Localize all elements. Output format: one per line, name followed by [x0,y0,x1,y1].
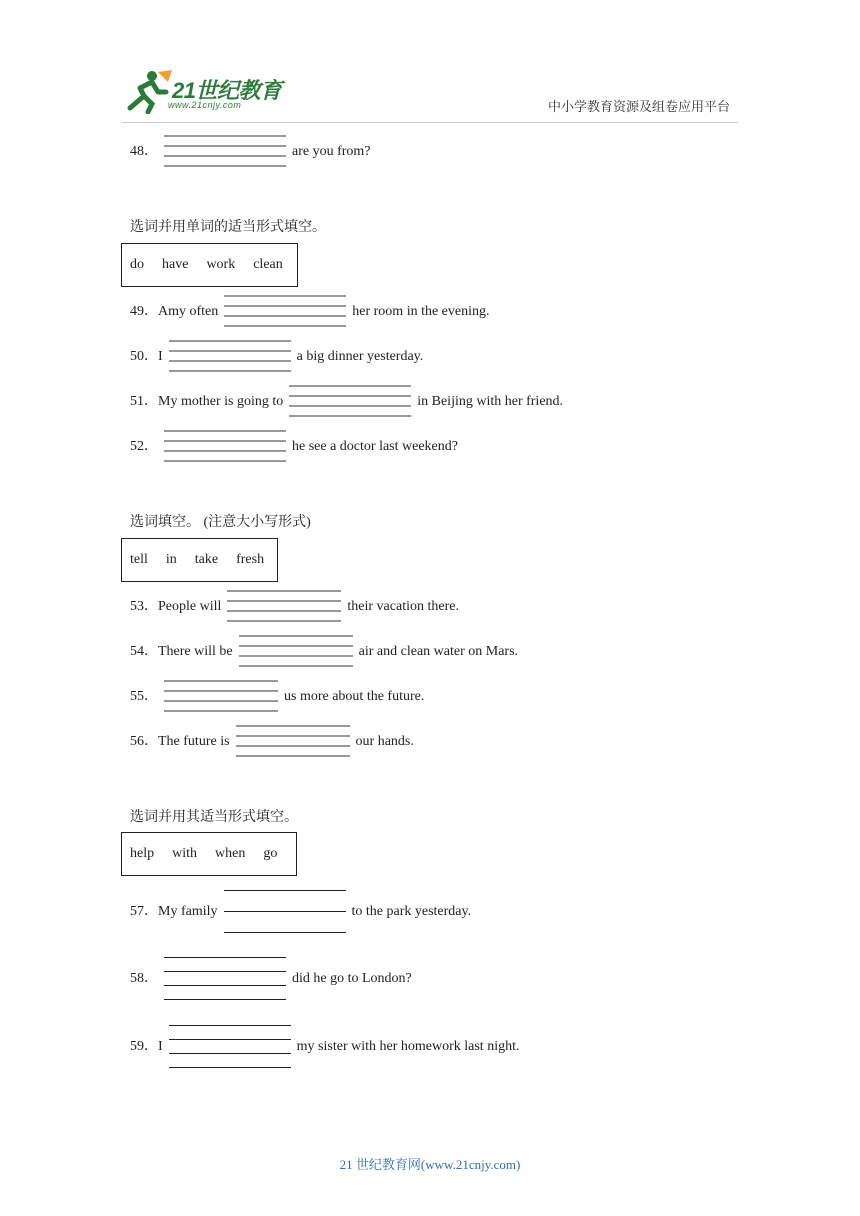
question-text: air and clean water on Mars. [358,644,519,660]
question-56 [130,725,414,759]
question-text: did he go to London? [292,971,412,987]
word-bank-item: tell [130,552,148,567]
question-59 [130,1025,519,1069]
answer-blank[interactable] [164,430,286,464]
word-bank-item: help [130,846,155,861]
question-number: 53． [130,599,158,615]
question-number: 58． [130,971,158,987]
question-text: in Beijing with her friend. [417,394,564,410]
question-55 [130,680,424,714]
logo-title: 21世纪教育 [172,78,282,103]
word-bank-item: work [206,257,236,272]
question-50 [130,340,423,374]
question-text: There will be [158,644,233,660]
answer-blank[interactable] [236,725,350,759]
word-bank [121,243,298,287]
answer-blank[interactable] [164,957,286,1001]
word-bank-item: in [165,552,177,567]
question-text: Amy often [158,304,219,320]
question-51 [130,385,563,419]
question-number: 51． [130,394,158,410]
question-text: are you from? [292,144,371,160]
question-49 [130,295,490,329]
question-58 [130,957,412,1001]
answer-blank[interactable] [169,340,291,374]
answer-blank[interactable] [164,680,278,714]
question-text: to the park yesterday. [351,904,472,920]
question-text: a big dinner yesterday. [296,349,424,365]
question-text: The future is [158,734,230,750]
word-bank-item: when [215,846,246,861]
footer-link[interactable]: 21 世纪教育网(www.21cnjy.com) [339,1157,521,1172]
question-53 [130,590,459,624]
platform-name: 中小学教育资源及组卷应用平台 [547,99,730,114]
runner-logo-icon [122,68,174,114]
question-text: I [158,1039,163,1055]
word-bank-item: have [162,257,189,272]
question-number: 49． [130,304,158,320]
question-54 [130,635,518,669]
question-57 [130,890,471,934]
question-text: My mother is going to [158,394,284,410]
question-number: 48． [130,144,158,160]
word-bank-item: clean [253,257,283,272]
question-text: I [158,349,163,365]
question-text: our hands. [355,734,414,750]
section-title: 选词并用单词的适当形式填空。 [130,220,326,235]
word-bank-item: take [194,552,219,567]
question-text: us more about the future. [284,689,425,705]
answer-blank[interactable] [239,635,353,669]
answer-blank[interactable] [289,385,411,419]
question-number: 59． [130,1039,158,1055]
logo-url: www.21cnjy.com [168,100,242,110]
site-logo [122,68,292,116]
section-title: 选词并用其适当形式填空。 [130,810,298,825]
question-text: their vacation there. [347,599,459,615]
answer-blank[interactable] [227,590,341,624]
question-number: 56． [130,734,158,750]
question-48 [130,135,371,169]
question-number: 50． [130,349,158,365]
section-title: 选词填空。 (注意大小写形式) [130,515,311,530]
header-divider [122,122,738,123]
answer-blank[interactable] [224,890,346,934]
answer-blank[interactable] [169,1025,291,1069]
question-text: he see a doctor last weekend? [292,439,458,455]
question-52 [130,430,458,464]
question-number: 55． [130,689,158,705]
question-number: 54． [130,644,158,660]
word-bank-item: with [172,846,197,861]
answer-blank[interactable] [224,295,346,329]
question-text: her room in the evening. [352,304,490,320]
word-bank-item: fresh [236,552,265,567]
question-number: 57． [130,904,158,920]
word-bank [121,538,278,582]
answer-blank[interactable] [164,135,286,169]
question-number: 52． [130,439,158,455]
word-bank-item: go [263,846,278,861]
word-bank-item: do [130,257,144,272]
word-bank [121,832,297,876]
question-text: People will [158,599,222,615]
question-text: my sister with her homework last night. [296,1039,520,1055]
question-text: My family [158,904,218,920]
